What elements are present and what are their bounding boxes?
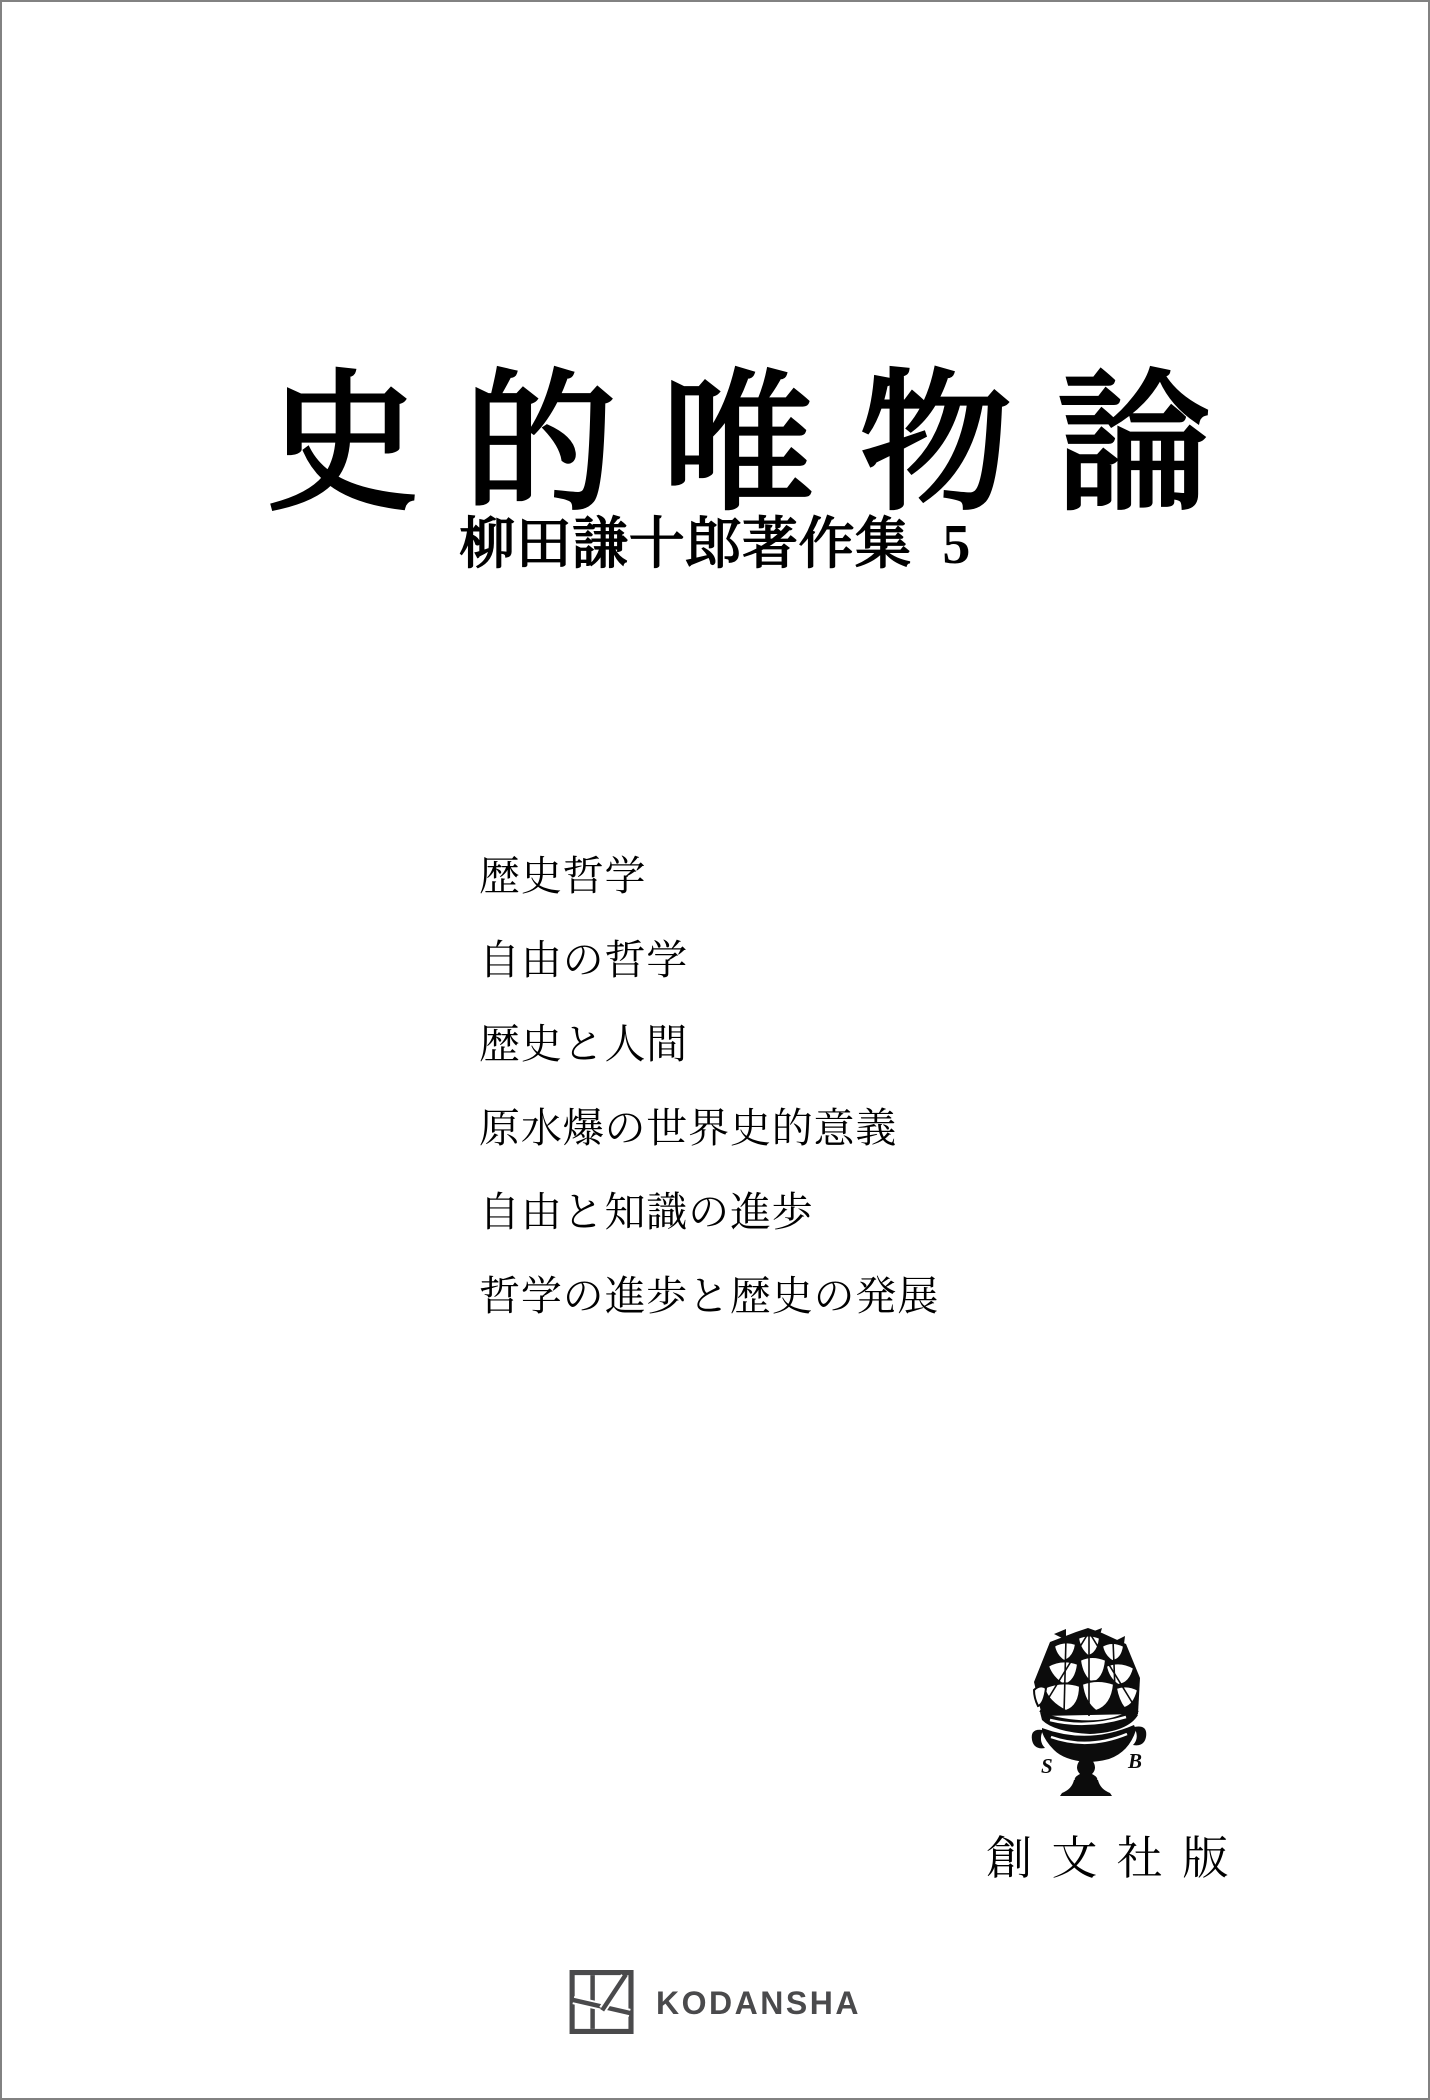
contents-item: 哲学の進歩と歴史の発展 [479,1273,940,1319]
series-volume-number: 5 [942,514,971,576]
emblem-letter-s: S [1041,1754,1053,1778]
publisher-edition-label: 創文社版 [986,1833,1248,1884]
kodansha-brand-footer [569,1970,861,2034]
contents-item: 自由の哲学 [479,937,689,983]
contents-item: 原水爆の世界史的意義 [479,1105,898,1151]
contents-list [479,854,939,1358]
book-title: 史的唯物論 [266,360,1255,529]
series-line [2,500,1428,580]
kodansha-square-mark-icon [569,1970,634,2034]
sailing-ship-goblet-emblem-icon [1028,1628,1150,1800]
contents-item: 自由と知識の進歩 [479,1189,814,1235]
kodansha-wordmark: KODANSHA [656,1985,861,2021]
contents-item: 歴史哲学 [479,853,647,899]
contents-item: 歴史と人間 [479,1021,689,1067]
series-name: 柳田謙十郎著作集 [459,514,912,576]
emblem-letter-b: B [1128,1749,1143,1773]
